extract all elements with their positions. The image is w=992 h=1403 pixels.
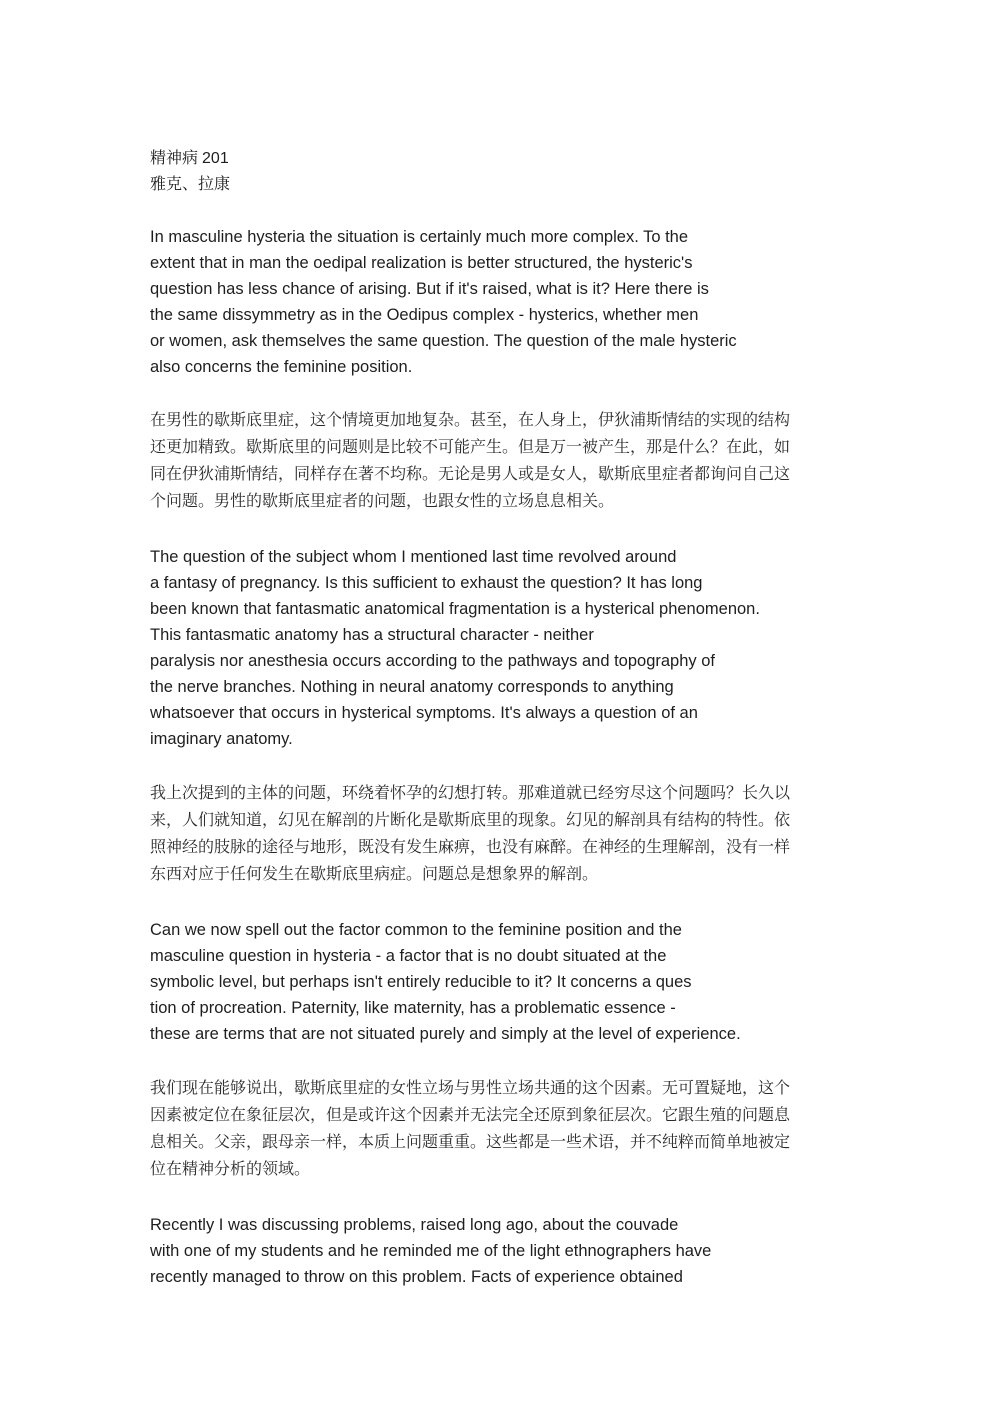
text-line: 息相关。父亲，跟母亲一样，本质上问题重重。这些都是一些术语，并不纯粹而简单地被定 (150, 1132, 791, 1151)
text-line: 因素被定位在象征层次，但是或许这个因素并无法完全还原到象征层次。它跟生殖的问题息 (150, 1105, 791, 1124)
text-line: recently managed to throw on this problem. Facts of experience obtained (150, 1268, 683, 1286)
text-line: the nerve branches. Nothing in neural anatomy corresponds to anything (150, 678, 674, 696)
text-line: In masculine hysteria the situation is certainly much more complex. To the (150, 228, 689, 246)
book-title-line (150, 145, 850, 171)
text-line: 我上次提到的主体的问题，环绕着怀孕的幻想打转。那难道就已经穷尽这个问题吗？长久以 (150, 783, 791, 802)
text-line: Recently I was discussing problems, raised long ago, about the couvade (150, 1216, 679, 1234)
text-line: with one of my students and he reminded me of the light ethnographers have (150, 1242, 712, 1260)
text-line: 个问题。男性的歇斯底里症者的问题，也跟女性的立场息息相关。 (150, 491, 615, 510)
page-number: 201 (202, 150, 229, 167)
text-line: symbolic level, but perhaps isn't entirely reducible to it? It concerns a ques (150, 973, 692, 991)
book-title: 精神病 (150, 148, 199, 167)
text-line: whatsoever that occurs in hysterical symptoms. It's always a question of an (150, 704, 698, 722)
text-line: 还更加精致。歇斯底里的问题则是比较不可能产生。但是万一被产生，那是什么？在此，如 (150, 437, 791, 456)
text-line: question has less chance of arising. But if it's raised, what is it? Here there is (150, 280, 709, 298)
text-line: also concerns the feminine position. (150, 358, 413, 376)
text-line: or women, ask themselves the same question. The question of the male hysteric (150, 332, 737, 350)
text-line: masculine question in hysteria - a factor that is no doubt situated at the (150, 947, 667, 965)
chinese-paragraph (150, 406, 850, 514)
text-line: Can we now spell out the factor common to the feminine position and the (150, 921, 682, 939)
text-line: 位在精神分析的领域。 (150, 1159, 311, 1178)
document-page (150, 145, 850, 1290)
text-line: 东西对应于任何发生在歇斯底里病症。问题总是想象界的解剖。 (150, 864, 599, 883)
text-line: the same dissymmetry as in the Oedipus complex - hysterics, whether men (150, 306, 699, 324)
text-line: 同在伊狄浦斯情结，同样存在著不均称。无论是男人或是女人，歇斯底里症者都询问自己这 (150, 464, 791, 483)
text-line: 在男性的歇斯底里症，这个情境更加地复杂。甚至，在人身上，伊狄浦斯情结的实现的结构 (150, 410, 791, 429)
author-line (150, 171, 850, 197)
text-line: extent that in man the oedipal realization is better structured, the hysteric's (150, 254, 693, 272)
text-line: been known that fantasmatic anatomical fragmentation is a hysterical phenomenon. (150, 600, 760, 618)
text-line: imaginary anatomy. (150, 730, 293, 748)
author-name: 雅克、拉康 (150, 174, 231, 193)
chinese-paragraph (150, 779, 850, 887)
english-paragraph (150, 544, 850, 752)
text-line: 来，人们就知道，幻见在解剖的片断化是歇斯底里的现象。幻见的解剖具有结构的特性。依 (150, 810, 791, 829)
text-line: 照神经的肢脉的途径与地形，既没有发生麻痹，也没有麻醉。在神经的生理解剖，没有一样 (150, 837, 791, 856)
text-line: tion of procreation. Paternity, like maternity, has a problematic essence - (150, 999, 676, 1017)
text-line: paralysis nor anesthesia occurs according to the pathways and topography of (150, 652, 716, 670)
text-line: This fantasmatic anatomy has a structural character - neither (150, 626, 594, 644)
text-line: these are terms that are not situated purely and simply at the level of experience. (150, 1025, 741, 1043)
text-line: The question of the subject whom I mentioned last time revolved around (150, 548, 677, 566)
chinese-paragraph (150, 1074, 850, 1182)
english-paragraph (150, 917, 850, 1047)
english-paragraph (150, 1212, 850, 1290)
english-paragraph (150, 224, 850, 380)
text-line: a fantasy of pregnancy. Is this sufficient to exhaust the question? It has long (150, 574, 703, 592)
text-body (150, 224, 850, 1290)
text-line: 我们现在能够说出，歇斯底里症的女性立场与男性立场共通的这个因素。无可置疑地，这个 (150, 1078, 791, 1097)
